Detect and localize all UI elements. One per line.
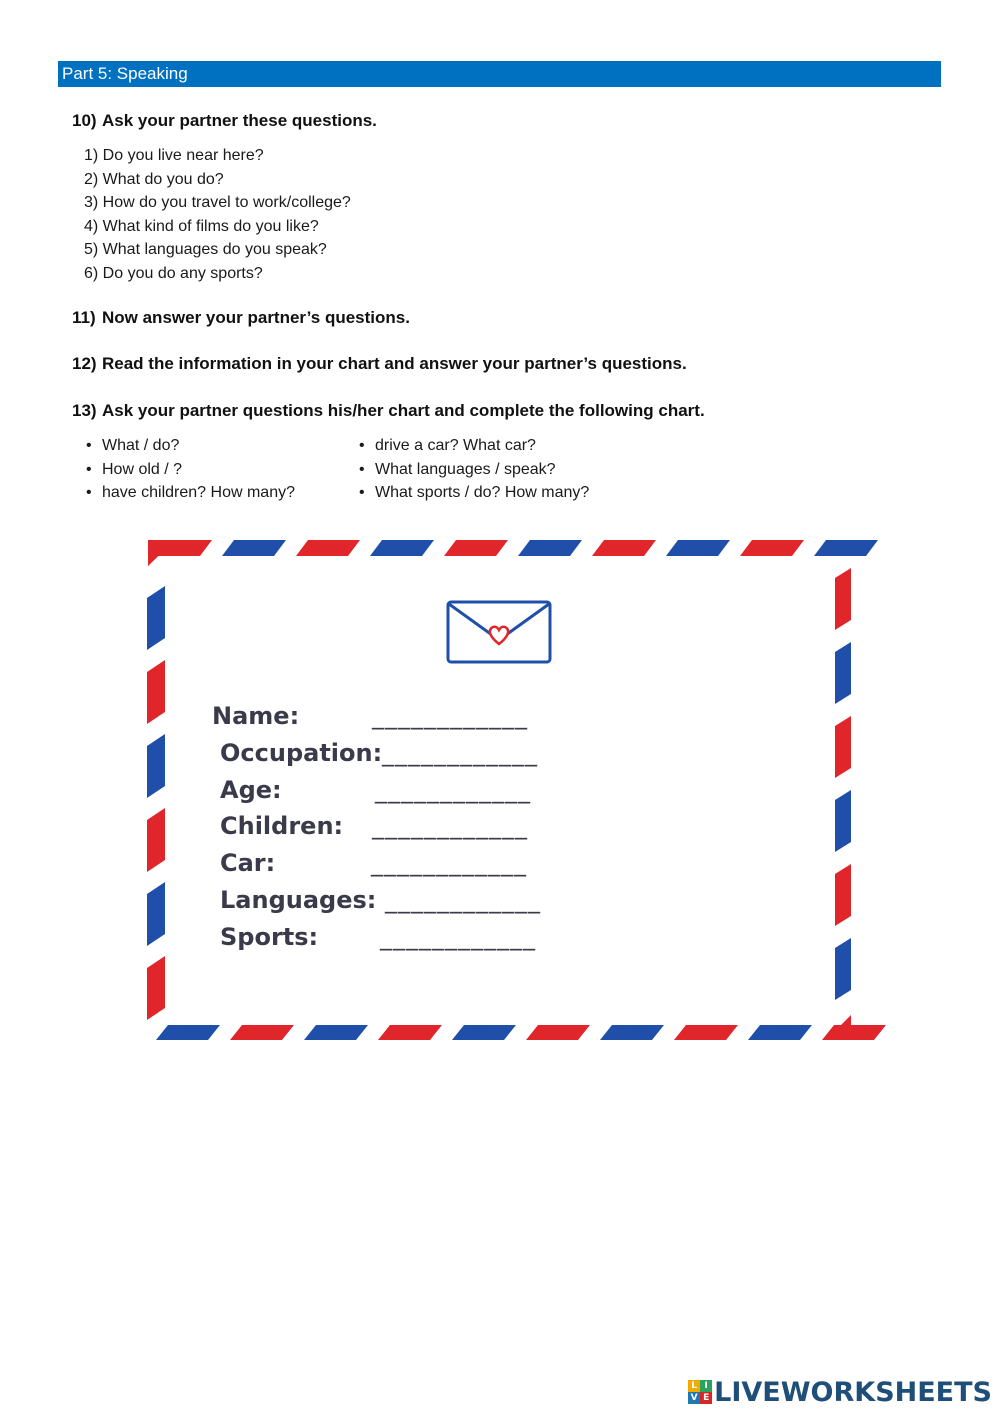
prompt-item: • What languages / speak? [357, 458, 589, 482]
border-stripe [230, 1025, 294, 1040]
border-stripe [148, 540, 212, 556]
prompt-item: • What sports / do? How many? [357, 481, 589, 505]
prompt-item: • drive a car? What car? [357, 434, 589, 458]
border-stripe [147, 586, 165, 650]
section-header [58, 61, 941, 87]
card-field-name [212, 702, 528, 730]
logo-letter: L [688, 1380, 700, 1392]
border-stripe [370, 540, 434, 556]
logo-letter: E [700, 1392, 712, 1404]
prompt-item: • have children? How many? [84, 481, 295, 505]
border-stripe [147, 882, 165, 946]
brand-name: LIVEWORKSHEETS [714, 1376, 992, 1408]
border-stripe [600, 1025, 664, 1040]
task-text: Now answer your partner’s questions. [102, 308, 410, 327]
answer-blank[interactable]: ____________ [372, 702, 528, 730]
field-label: Languages: [220, 886, 377, 914]
border-stripe [835, 568, 851, 630]
prompt-list-left [84, 434, 295, 505]
border-stripe [826, 1015, 851, 1040]
border-stripe [444, 540, 508, 556]
field-label: Car: [220, 849, 276, 877]
field-label: Age: [220, 776, 282, 804]
border-stripe [156, 1025, 220, 1040]
answer-blank[interactable]: ____________ [371, 849, 527, 877]
task-text: Ask your partner questions his/her chart and complete the following chart. [102, 401, 705, 420]
question-item: 1) Do you live near here? [84, 147, 264, 164]
border-stripe [748, 1025, 812, 1040]
border-stripe [147, 956, 165, 1020]
task-number: 11) [72, 308, 96, 327]
answer-blank[interactable]: ____________ [375, 776, 531, 804]
border-stripe [147, 734, 165, 798]
task-number: 10) [72, 111, 97, 130]
card-field-age [220, 776, 531, 804]
task-text: Read the information in your chart and answer your partner’s questions. [102, 354, 687, 373]
border-stripe [740, 540, 804, 556]
prompt-item: • What / do? [84, 434, 295, 458]
border-stripe [592, 540, 656, 556]
question-item: 2) What do you do? [84, 170, 224, 188]
border-stripe [526, 1025, 590, 1040]
border-stripe [147, 660, 165, 724]
prompt-item: • How old / ? [84, 458, 295, 482]
question-list [84, 144, 351, 285]
section-title: Part 5: Speaking [62, 64, 188, 83]
border-stripe [147, 808, 165, 872]
card-field-car [220, 849, 527, 877]
border-stripe [814, 540, 878, 556]
task-10-heading [72, 111, 377, 131]
card-field-children [220, 812, 528, 840]
answer-blank[interactable]: ____________ [380, 923, 536, 951]
border-stripe [835, 938, 851, 1000]
border-stripe [378, 1025, 442, 1040]
border-stripe [835, 642, 851, 704]
task-text: Ask your partner these questions. [102, 111, 377, 130]
logo-letter: V [688, 1392, 700, 1404]
border-stripe [518, 540, 582, 556]
question-item: 3) How do you travel to work/college? [84, 194, 351, 211]
task-11-heading [72, 308, 410, 328]
envelope-heart-icon [446, 600, 552, 664]
field-label: Children: [220, 812, 344, 840]
task-number: 12) [72, 354, 97, 373]
border-stripe [835, 864, 851, 926]
border-stripe [835, 790, 851, 852]
answer-blank[interactable]: ____________ [372, 812, 528, 840]
field-label: Sports: [220, 923, 319, 951]
prompt-list-right [357, 434, 589, 505]
liveworksheets-logo-icon [688, 1380, 712, 1404]
border-stripe [304, 1025, 368, 1040]
border-stripe [222, 540, 286, 556]
answer-blank[interactable]: ____________ [385, 886, 541, 914]
answer-blank[interactable]: ____________ [382, 739, 538, 767]
question-item: 4) What kind of films do you like? [84, 217, 319, 235]
border-stripe [674, 1025, 738, 1040]
field-label: Name: [212, 702, 300, 730]
task-number: 13) [72, 401, 97, 420]
brand-footer [688, 1377, 992, 1407]
logo-letter: I [700, 1380, 712, 1392]
border-stripe [822, 1025, 886, 1040]
task-13-heading [72, 401, 705, 421]
border-stripe [835, 716, 851, 778]
card-field-sports [220, 923, 536, 951]
card-field-languages [220, 886, 541, 914]
card-field-occupation [220, 739, 538, 767]
field-label: Occupation: [220, 739, 383, 767]
border-stripe [452, 1025, 516, 1040]
question-item: 6) Do you do any sports? [84, 264, 263, 282]
border-stripe [296, 540, 360, 556]
border-stripe [666, 540, 730, 556]
task-12-heading [72, 354, 687, 374]
border-stripe [148, 540, 175, 566]
question-item: 5) What languages do you speak? [84, 241, 327, 258]
